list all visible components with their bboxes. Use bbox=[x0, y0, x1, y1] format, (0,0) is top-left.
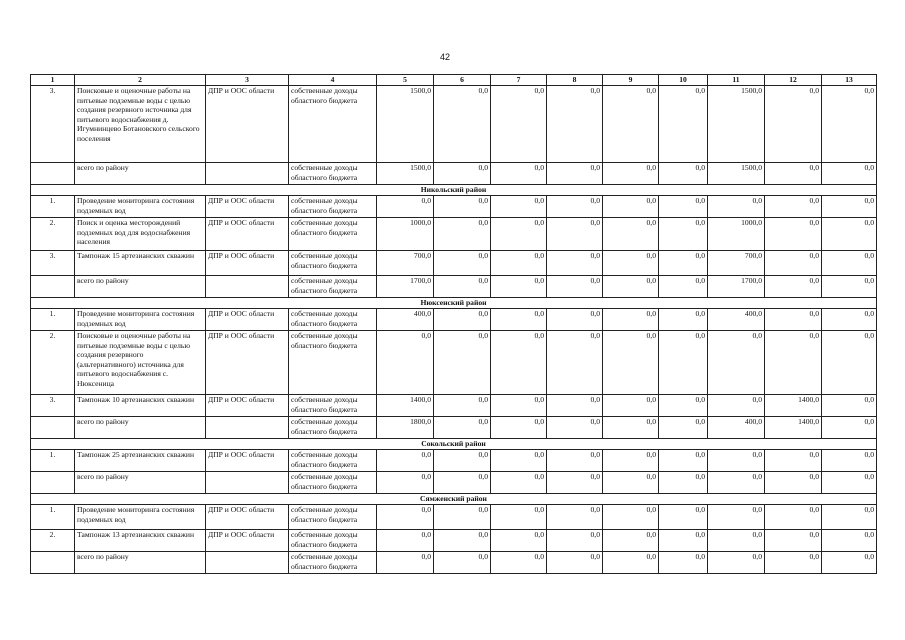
amount-cell: 0,0 bbox=[547, 251, 603, 276]
amount-cell: 0,0 bbox=[434, 163, 491, 185]
district-title: Никольский район bbox=[31, 185, 877, 196]
amount-cell: 0,0 bbox=[491, 196, 547, 218]
funding-source: собственные доходы областного бюджета bbox=[289, 472, 377, 494]
funding-source: собственные доходы областного бюджета bbox=[289, 309, 377, 331]
amount-cell: 1500,0 bbox=[377, 86, 434, 163]
amount-cell: 0,0 bbox=[377, 196, 434, 218]
amount-cell: 0,0 bbox=[547, 331, 603, 395]
amount-cell: 0,0 bbox=[708, 331, 765, 395]
amount-cell: 0,0 bbox=[659, 395, 708, 417]
amount-cell: 0,0 bbox=[491, 218, 547, 251]
column-header-12: 12 bbox=[765, 75, 822, 86]
measure-name: Проведение мониторинга состояния подземных вод bbox=[75, 505, 206, 530]
funding-source: собственные доходы областного бюджета bbox=[289, 86, 377, 163]
district-heading-row bbox=[31, 494, 877, 505]
row-number: 1. bbox=[31, 505, 75, 530]
amount-cell: 0,0 bbox=[603, 196, 659, 218]
amount-cell: 0,0 bbox=[434, 505, 491, 530]
amount-cell: 0,0 bbox=[377, 530, 434, 552]
amount-cell: 400,0 bbox=[708, 417, 765, 439]
amount-cell: 0,0 bbox=[822, 472, 877, 494]
header-row bbox=[31, 75, 877, 86]
amount-cell: 0,0 bbox=[377, 552, 434, 574]
amount-cell: 1400,0 bbox=[765, 417, 822, 439]
funding-source: собственные доходы областного бюджета bbox=[289, 251, 377, 276]
executor: ДПР и ООС области bbox=[206, 218, 289, 251]
row-number bbox=[31, 417, 75, 439]
amount-cell: 700,0 bbox=[377, 251, 434, 276]
amount-cell: 0,0 bbox=[491, 309, 547, 331]
amount-cell: 0,0 bbox=[547, 86, 603, 163]
executor: ДПР и ООС области bbox=[206, 450, 289, 472]
table-row bbox=[31, 251, 877, 276]
amount-cell: 1400,0 bbox=[765, 395, 822, 417]
funding-source: собственные доходы областного бюджета bbox=[289, 530, 377, 552]
amount-cell: 0,0 bbox=[822, 530, 877, 552]
amount-cell: 0,0 bbox=[603, 251, 659, 276]
amount-cell: 0,0 bbox=[547, 472, 603, 494]
funding-source: собственные доходы областного бюджета bbox=[289, 196, 377, 218]
amount-cell: 1700,0 bbox=[377, 276, 434, 298]
amount-cell: 0,0 bbox=[765, 276, 822, 298]
amount-cell: 0,0 bbox=[491, 331, 547, 395]
column-header-13: 13 bbox=[822, 75, 877, 86]
amount-cell: 0,0 bbox=[603, 450, 659, 472]
amount-cell: 0,0 bbox=[491, 276, 547, 298]
measure-name: Тампонаж 15 артезианских скважин bbox=[75, 251, 206, 276]
amount-cell: 0,0 bbox=[822, 505, 877, 530]
amount-cell: 0,0 bbox=[659, 530, 708, 552]
amount-cell: 0,0 bbox=[765, 331, 822, 395]
column-header-10: 10 bbox=[659, 75, 708, 86]
amount-cell: 0,0 bbox=[603, 395, 659, 417]
amount-cell: 0,0 bbox=[603, 163, 659, 185]
amount-cell: 0,0 bbox=[708, 450, 765, 472]
amount-cell: 0,0 bbox=[765, 472, 822, 494]
executor: ДПР и ООС области bbox=[206, 196, 289, 218]
amount-cell: 0,0 bbox=[434, 196, 491, 218]
row-number: 3. bbox=[31, 395, 75, 417]
amount-cell: 0,0 bbox=[765, 163, 822, 185]
amount-cell: 0,0 bbox=[603, 276, 659, 298]
measure-name: Поисковые и оценочные работы на питьевые подземные воды с целью создания резервного (альтернативного) источника для питьевого водоснабжения с. Нюксеница bbox=[75, 331, 206, 395]
amount-cell: 0,0 bbox=[434, 530, 491, 552]
amount-cell: 1700,0 bbox=[708, 276, 765, 298]
amount-cell: 0,0 bbox=[603, 530, 659, 552]
executor bbox=[206, 552, 289, 574]
amount-cell: 0,0 bbox=[377, 505, 434, 530]
amount-cell: 0,0 bbox=[547, 552, 603, 574]
amount-cell: 0,0 bbox=[603, 218, 659, 251]
measure-name: Проведение мониторинга состояния подземных вод bbox=[75, 309, 206, 331]
column-header-8: 8 bbox=[547, 75, 603, 86]
column-header-11: 11 bbox=[708, 75, 765, 86]
column-header-3: 3 bbox=[206, 75, 289, 86]
amount-cell: 0,0 bbox=[822, 417, 877, 439]
measure-name: всего по району bbox=[75, 276, 206, 298]
amount-cell: 0,0 bbox=[491, 472, 547, 494]
amount-cell: 700,0 bbox=[708, 251, 765, 276]
table-row bbox=[31, 86, 877, 163]
district-total-row bbox=[31, 276, 877, 298]
amount-cell: 0,0 bbox=[603, 417, 659, 439]
amount-cell: 0,0 bbox=[765, 552, 822, 574]
amount-cell: 0,0 bbox=[708, 505, 765, 530]
column-header-1: 1 bbox=[31, 75, 75, 86]
amount-cell: 0,0 bbox=[434, 309, 491, 331]
amount-cell: 0,0 bbox=[434, 86, 491, 163]
amount-cell: 0,0 bbox=[822, 309, 877, 331]
district-title: Сокольский район bbox=[31, 439, 877, 450]
amount-cell: 0,0 bbox=[708, 395, 765, 417]
district-total-row bbox=[31, 552, 877, 574]
row-number: 2. bbox=[31, 530, 75, 552]
amount-cell: 0,0 bbox=[434, 472, 491, 494]
amount-cell: 0,0 bbox=[822, 251, 877, 276]
district-heading-row bbox=[31, 439, 877, 450]
amount-cell: 0,0 bbox=[603, 86, 659, 163]
column-header-5: 5 bbox=[377, 75, 434, 86]
amount-cell: 0,0 bbox=[377, 472, 434, 494]
amount-cell: 0,0 bbox=[659, 218, 708, 251]
amount-cell: 0,0 bbox=[765, 505, 822, 530]
amount-cell: 0,0 bbox=[434, 450, 491, 472]
amount-cell: 0,0 bbox=[659, 331, 708, 395]
amount-cell: 0,0 bbox=[434, 417, 491, 439]
table-row bbox=[31, 331, 877, 395]
amount-cell: 0,0 bbox=[659, 196, 708, 218]
executor: ДПР и ООС области bbox=[206, 530, 289, 552]
amount-cell: 0,0 bbox=[434, 276, 491, 298]
funding-source: собственные доходы областного бюджета bbox=[289, 218, 377, 251]
amount-cell: 0,0 bbox=[659, 309, 708, 331]
amount-cell: 0,0 bbox=[377, 331, 434, 395]
executor: ДПР и ООС области bbox=[206, 505, 289, 530]
measure-name: всего по району bbox=[75, 417, 206, 439]
district-total-row bbox=[31, 472, 877, 494]
funding-source: собственные доходы областного бюджета bbox=[289, 395, 377, 417]
row-number: 3. bbox=[31, 86, 75, 163]
executor: ДПР и ООС области bbox=[206, 251, 289, 276]
table-body bbox=[31, 86, 877, 574]
table-row bbox=[31, 530, 877, 552]
row-number: 3. bbox=[31, 251, 75, 276]
amount-cell: 0,0 bbox=[603, 505, 659, 530]
amount-cell: 0,0 bbox=[434, 251, 491, 276]
amount-cell: 1800,0 bbox=[377, 417, 434, 439]
column-header-4: 4 bbox=[289, 75, 377, 86]
amount-cell: 0,0 bbox=[547, 417, 603, 439]
amount-cell: 1500,0 bbox=[708, 163, 765, 185]
executor bbox=[206, 163, 289, 185]
amount-cell: 0,0 bbox=[659, 86, 708, 163]
amount-cell: 0,0 bbox=[659, 251, 708, 276]
amount-cell: 0,0 bbox=[547, 309, 603, 331]
funding-source: собственные доходы областного бюджета bbox=[289, 276, 377, 298]
amount-cell: 0,0 bbox=[822, 331, 877, 395]
amount-cell: 1400,0 bbox=[377, 395, 434, 417]
funding-source: собственные доходы областного бюджета bbox=[289, 505, 377, 530]
table-row bbox=[31, 196, 877, 218]
amount-cell: 0,0 bbox=[547, 450, 603, 472]
funding-source: собственные доходы областного бюджета bbox=[289, 450, 377, 472]
district-total-row bbox=[31, 163, 877, 185]
table-row bbox=[31, 505, 877, 530]
amount-cell: 0,0 bbox=[491, 505, 547, 530]
amount-cell: 0,0 bbox=[547, 218, 603, 251]
amount-cell: 0,0 bbox=[603, 331, 659, 395]
amount-cell: 1000,0 bbox=[708, 218, 765, 251]
table-row bbox=[31, 309, 877, 331]
column-header-7: 7 bbox=[491, 75, 547, 86]
table-row bbox=[31, 450, 877, 472]
amount-cell: 0,0 bbox=[547, 530, 603, 552]
row-number: 1. bbox=[31, 450, 75, 472]
budget-table bbox=[30, 74, 877, 574]
amount-cell: 0,0 bbox=[822, 395, 877, 417]
amount-cell: 0,0 bbox=[765, 309, 822, 331]
amount-cell: 0,0 bbox=[377, 450, 434, 472]
amount-cell: 0,0 bbox=[659, 276, 708, 298]
amount-cell: 0,0 bbox=[822, 552, 877, 574]
page-number: 42 bbox=[440, 52, 451, 62]
executor: ДПР и ООС области bbox=[206, 331, 289, 395]
amount-cell: 0,0 bbox=[491, 251, 547, 276]
funding-source: собственные доходы областного бюджета bbox=[289, 417, 377, 439]
measure-name: всего по району bbox=[75, 472, 206, 494]
amount-cell: 0,0 bbox=[822, 196, 877, 218]
amount-cell: 0,0 bbox=[491, 552, 547, 574]
amount-cell: 0,0 bbox=[434, 218, 491, 251]
row-number: 1. bbox=[31, 196, 75, 218]
amount-cell: 0,0 bbox=[491, 86, 547, 163]
executor bbox=[206, 472, 289, 494]
district-title: Сямженский район bbox=[31, 494, 877, 505]
amount-cell: 0,0 bbox=[547, 395, 603, 417]
row-number bbox=[31, 472, 75, 494]
amount-cell: 0,0 bbox=[547, 276, 603, 298]
measure-name: Проведение мониторинга состояния подземных вод bbox=[75, 196, 206, 218]
amount-cell: 0,0 bbox=[603, 472, 659, 494]
amount-cell: 0,0 bbox=[822, 450, 877, 472]
amount-cell: 0,0 bbox=[603, 552, 659, 574]
executor: ДПР и ООС области bbox=[206, 309, 289, 331]
amount-cell: 0,0 bbox=[822, 218, 877, 251]
amount-cell: 0,0 bbox=[434, 331, 491, 395]
amount-cell: 0,0 bbox=[491, 530, 547, 552]
funding-source: собственные доходы областного бюджета bbox=[289, 331, 377, 395]
amount-cell: 0,0 bbox=[603, 309, 659, 331]
row-number bbox=[31, 163, 75, 185]
district-total-row bbox=[31, 417, 877, 439]
measure-name: всего по району bbox=[75, 163, 206, 185]
amount-cell: 0,0 bbox=[708, 530, 765, 552]
amount-cell: 0,0 bbox=[659, 163, 708, 185]
amount-cell: 0,0 bbox=[434, 552, 491, 574]
amount-cell: 0,0 bbox=[708, 552, 765, 574]
measure-name: всего по району bbox=[75, 552, 206, 574]
amount-cell: 0,0 bbox=[491, 395, 547, 417]
amount-cell: 0,0 bbox=[822, 163, 877, 185]
amount-cell: 0,0 bbox=[491, 450, 547, 472]
amount-cell: 0,0 bbox=[659, 450, 708, 472]
amount-cell: 0,0 bbox=[765, 251, 822, 276]
funding-source: собственные доходы областного бюджета bbox=[289, 163, 377, 185]
amount-cell: 0,0 bbox=[708, 472, 765, 494]
amount-cell: 0,0 bbox=[491, 417, 547, 439]
row-number bbox=[31, 276, 75, 298]
funding-source: собственные доходы областного бюджета bbox=[289, 552, 377, 574]
row-number: 2. bbox=[31, 218, 75, 251]
amount-cell: 0,0 bbox=[822, 86, 877, 163]
executor bbox=[206, 276, 289, 298]
amount-cell: 0,0 bbox=[659, 472, 708, 494]
column-header-6: 6 bbox=[434, 75, 491, 86]
row-number bbox=[31, 552, 75, 574]
executor: ДПР и ООС области bbox=[206, 395, 289, 417]
district-heading-row bbox=[31, 185, 877, 196]
amount-cell: 0,0 bbox=[708, 196, 765, 218]
amount-cell: 0,0 bbox=[765, 218, 822, 251]
column-header-2: 2 bbox=[75, 75, 206, 86]
amount-cell: 1500,0 bbox=[708, 86, 765, 163]
amount-cell: 0,0 bbox=[659, 552, 708, 574]
amount-cell: 0,0 bbox=[659, 417, 708, 439]
measure-name: Поиск и оценка месторождений подземных вод для водоснабжения населения bbox=[75, 218, 206, 251]
district-heading-row bbox=[31, 298, 877, 309]
measure-name: Поисковые и оценочные работы на питьевые подземные воды с целью создания резервного источника для питьевого водоснабжения д. Игумнинцево Ботановского сельского поселения bbox=[75, 86, 206, 163]
amount-cell: 0,0 bbox=[434, 395, 491, 417]
amount-cell: 0,0 bbox=[822, 276, 877, 298]
amount-cell: 0,0 bbox=[547, 505, 603, 530]
amount-cell: 0,0 bbox=[765, 530, 822, 552]
amount-cell: 1500,0 bbox=[377, 163, 434, 185]
measure-name: Тампонаж 13 артезианских скважин bbox=[75, 530, 206, 552]
amount-cell: 0,0 bbox=[659, 505, 708, 530]
row-number: 2. bbox=[31, 331, 75, 395]
amount-cell: 0,0 bbox=[491, 163, 547, 185]
measure-name: Тампонаж 10 артезианских скважин bbox=[75, 395, 206, 417]
amount-cell: 0,0 bbox=[765, 86, 822, 163]
table-row bbox=[31, 218, 877, 251]
amount-cell: 0,0 bbox=[765, 450, 822, 472]
amount-cell: 400,0 bbox=[708, 309, 765, 331]
executor: ДПР и ООС области bbox=[206, 86, 289, 163]
row-number: 1. bbox=[31, 309, 75, 331]
amount-cell: 0,0 bbox=[765, 196, 822, 218]
district-title: Нюксенский район bbox=[31, 298, 877, 309]
table-row bbox=[31, 395, 877, 417]
column-header-9: 9 bbox=[603, 75, 659, 86]
amount-cell: 0,0 bbox=[547, 196, 603, 218]
amount-cell: 1000,0 bbox=[377, 218, 434, 251]
executor bbox=[206, 417, 289, 439]
amount-cell: 400,0 bbox=[377, 309, 434, 331]
amount-cell: 0,0 bbox=[547, 163, 603, 185]
measure-name: Тампонаж 25 артезианских скважин bbox=[75, 450, 206, 472]
